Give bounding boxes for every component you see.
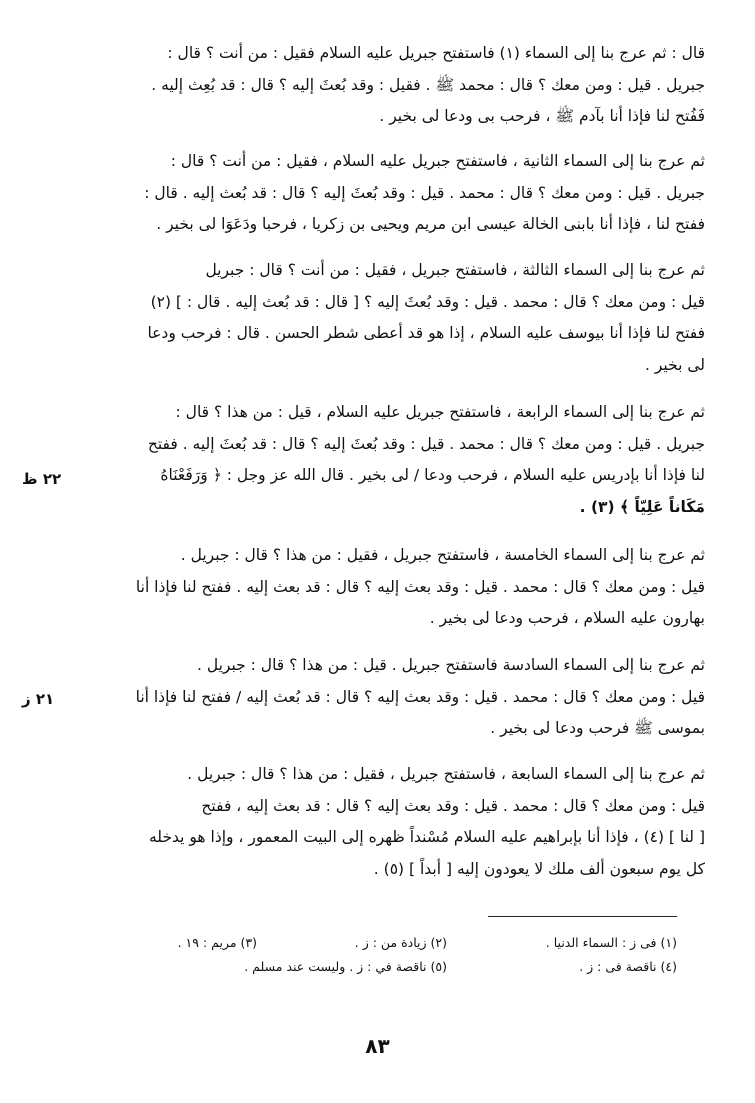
- text-line: ثم عرج بنا إلى السماء الثالثة ، فاستفتح جبريل ، فقيل : من أنت ؟ قال : جبريل: [205, 261, 705, 279]
- text-line: لنا فإذا أنا بإدريس عليه السلام ، فرحب ودعا / لى بخير . قال الله عز وجل : ﴿ وَرَفَعْنَاهُ: [160, 466, 705, 484]
- text-line: بهارون عليه السلام ، فرحب ودعا لى بخير .: [429, 609, 705, 627]
- footnote: (٢) زيادة من : ز .: [354, 935, 447, 950]
- margin-folio-note: ٢٢ ظ: [22, 470, 62, 488]
- text-line: كل يوم سبعون ألف ملك لا يعودون إليه [ أبداً ] (٥) .: [373, 859, 705, 878]
- text-line: جبريل . قيل : ومن معك ؟ قال : محمد . قيل : وقد بُعثَ إليه ؟ قال : قد بُعث إليه . قال :: [144, 183, 705, 202]
- footnote-separator: [488, 916, 677, 917]
- text-line: ثم عرج بنا إلى السماء الرابعة ، فاستفتح جبريل عليه السلام ، قيل : من هذا ؟ قال :: [175, 403, 705, 421]
- paragraph-second-heaven: [73, 146, 705, 241]
- page-number: ٨٣: [365, 1034, 390, 1058]
- text-line: ثم عرج بنا إلى السماء السابعة ، فاستفتح جبريل ، فقيل : من هذا ؟ قال : جبريل .: [187, 765, 705, 783]
- text-line: قيل : ومن معك ؟ قال : محمد . قيل : وقد بعث إليه ؟ قال : قد بعث إليه ، ففتح: [201, 796, 705, 815]
- footnote: (٣) مريم : ١٩ .: [177, 935, 257, 950]
- paragraph-sixth-heaven: [73, 650, 705, 745]
- footnote: (٥) ناقصة في : ز . وليست عند مسلم .: [244, 959, 447, 974]
- footnotes: [117, 931, 677, 979]
- paragraph-fifth-heaven: [73, 540, 705, 635]
- quran-verse-line: مَكَاناً عَلِيّاً ﴾ (٣) .: [579, 497, 705, 516]
- text-line: قيل : ومن معك ؟ قال : محمد . قيل : وقد بعث إليه ؟ قال : قد بعث إليه . ففتح لنا فإذا أنا: [135, 577, 705, 596]
- paragraph-third-heaven: [73, 255, 705, 381]
- text-line: لى بخير .: [645, 355, 705, 374]
- text-line: ففتح لنا فإذا أنا بيوسف عليه السلام ، إذا هو قد أعطى شطر الحسن . قال : فرحب ودعا: [147, 324, 705, 342]
- footnote-row: [117, 931, 677, 955]
- paragraph-first-heaven: [73, 38, 705, 133]
- text-line: ثم عرج بنا إلى السماء السادسة فاستفتح جبريل . قيل : من هذا ؟ قال : جبريل .: [197, 656, 705, 674]
- text-line: ثم عرج بنا إلى السماء الثانية ، فاستفتح جبريل عليه السلام ، فقيل : من أنت ؟ قال :: [170, 152, 705, 170]
- text-line: ففتح لنا ، فإذا أنا بابنى الخالة عيسى ابن مريم ويحيى بن زكريا ، فرحبا ودَعَوَا لى بخير .: [156, 215, 705, 233]
- text-line: قال : ثم عرج بنا إلى السماء (١) فاستفتح جبريل عليه السلام فقيل : من أنت ؟ قال :: [167, 44, 705, 62]
- margin-folio-note: ٢١ ز: [22, 690, 55, 708]
- text-line: بموسى ﷺ فرحب ودعا لى بخير .: [490, 719, 705, 737]
- footnote-row: [117, 955, 677, 979]
- footnote: (١) فى ز : السماء الدنيا .: [545, 935, 677, 950]
- text-line: فَفُتح لنا فإذا أنا بآدم ﷺ ، فرحب بى ودعا لى بخير .: [379, 107, 705, 125]
- text-line: جبريل . قيل : ومن معك ؟ قال : محمد . قيل : وقد بُعثَ إليه ؟ قال : قد بُعثَ إليه . ففتح: [147, 434, 705, 453]
- text-line: قيل : ومن معك ؟ قال : محمد . قيل : وقد بُعثَ إليه ؟ [ قال : قد بُعث إليه . قال : ] (٢): [150, 292, 705, 311]
- text-line: ثم عرج بنا إلى السماء الخامسة ، فاستفتح جبريل ، فقيل : من هذا ؟ قال : جبريل .: [180, 546, 705, 564]
- text-line: جبريل . قيل : ومن معك ؟ قال : محمد ﷺ . فقيل : وقد بُعثَ إليه ؟ قال : قد بُعِث إليه .: [151, 75, 705, 94]
- text-line: [ لنا ] (٤) ، فإذا أنا بإبراهيم عليه السلام مُسْنداً ظهره إلى البيت المعمور ، وإذا هو يدخله: [149, 828, 705, 846]
- paragraph-seventh-heaven: [73, 759, 705, 885]
- footnote: (٤) ناقصة فى : ز .: [579, 959, 677, 974]
- paragraph-fourth-heaven: [73, 397, 705, 523]
- text-line: قيل : ومن معك ؟ قال : محمد . قيل : وقد بعث إليه ؟ قال : قد بُعث إليه / ففتح لنا فإذا أنا: [135, 687, 705, 706]
